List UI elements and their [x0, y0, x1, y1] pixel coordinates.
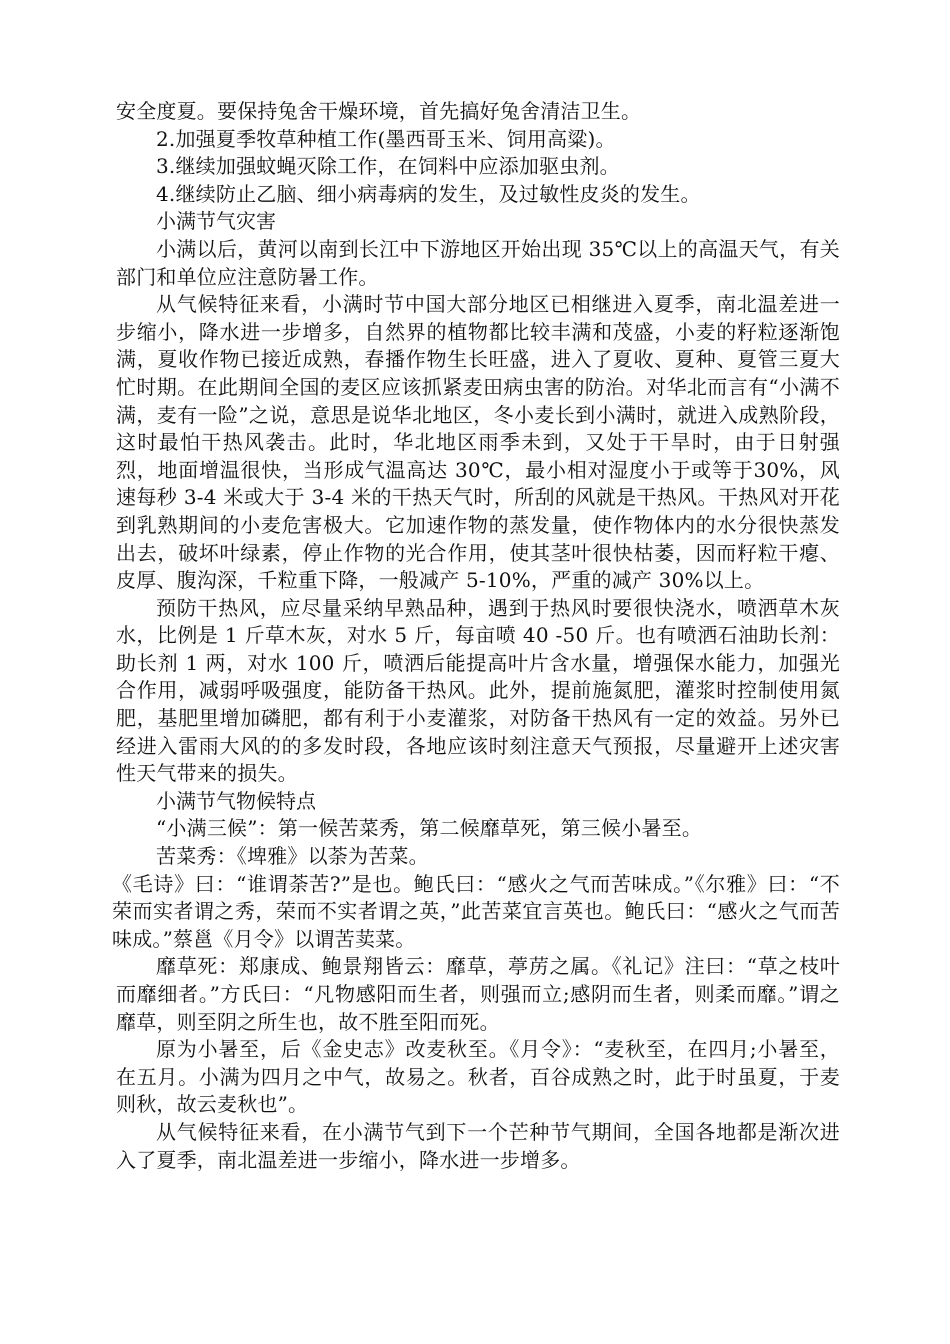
list-item-2: 2.加强夏季牧草种植工作(墨西哥玉米、饲用高粱)。	[156, 126, 616, 151]
document-page	[112, 98, 840, 1174]
paragraph-climate-summary: 从气候特征来看，在小满节气到下一个芒种节气期间，全国各地都是渐次进入了夏季，南北温差进一步缩小，降水进一步增多。	[116, 1119, 840, 1172]
paragraph-kucai-xiu: 苦菜秀：《埤雅》以荼为苦菜。	[156, 844, 429, 869]
paragraph-maoshi-quote: 《毛诗》曰：“谁谓荼苦?”是也。鲍氏曰：“感火之气而苦味成。”《尔雅》曰：“不荣而实者谓之秀，荣而不实者谓之英，”此苦菜宜言英也。鲍氏曰：“感火之气而苦味成。”蔡邕《月令》以谓苦荬菜。	[112, 871, 840, 951]
paragraph-xiaoshu-zhi: 原为小暑至，后《金史志》改麦秋至。《月令》：“麦秋至，在四月;小暑至，在五月。小满为四月之中气，故易之。秋者，百谷成熟之时，此于时虽夏，于麦则秋，故云麦秋也”。	[116, 1037, 840, 1117]
list-item-3: 3.继续加强蚊蝇灭除工作，在饲料中应添加驱虫剂。	[156, 154, 620, 179]
paragraph-three-phases: “小满三候”：第一候苦菜秀，第二候靡草死，第三候小暑至。	[156, 816, 703, 841]
list-item-4: 4.继续防止乙脑、细小病毒病的发生，及过敏性皮炎的发生。	[156, 181, 701, 206]
section-heading-phenology: 小满节气物候特点	[156, 788, 316, 813]
section-heading-disasters: 小满节气灾害	[156, 209, 276, 234]
paragraph-high-temperature: 小满以后，黄河以南到长江中下游地区开始出现 35℃以上的高温天气，有关部门和单位应注意防暑工作。	[116, 236, 840, 289]
paragraph-prevention: 预防干热风，应尽量采纳早熟品种，遇到于热风时要很快浇水，喷洒草木灰水，比例是 1 斤草木灰，对水 5 斤，每亩喷 40 -50 斤。也有喷洒石油助长剂：助长剂 1 两，对水 100 斤，喷洒后能提高叶片含水量，增强保水能力，加强光合作用，减弱呼吸强度，能防备干热风。此外，提前施氮肥，灌浆时控制使用氮肥，基肥里增加磷肥，都有利于小麦灌浆，对防备干热风有一定的效益。另外已经进入雷雨大风的的多发时段，各地应该时刻注意天气预报，尽量避开上述灾害性天气带来的损失。	[116, 595, 840, 786]
paragraph-intro-continuation: 安全度夏。要保持兔舍干燥环境，首先搞好兔舍清洁卫生。	[116, 99, 642, 123]
paragraph-micao-si: 靡草死：郑康成、鲍景翔皆云：靡草，葶苈之属。《礼记》注曰：“草之枝叶而靡细者。”方氏曰：“凡物感阳而生者，则强而立;感阴而生者，则柔而靡。”谓之靡草，则至阴之所生也，故不胜至阳而死。	[116, 954, 840, 1034]
paragraph-climate-features: 从气候特征来看，小满时节中国大部分地区已相继进入夏季，南北温差进一步缩小，降水进一步增多，自然界的植物都比较丰满和茂盛，小麦的籽粒逐渐饱满，夏收作物已接近成熟，春播作物生长旺盛，进入了夏收、夏种、夏管三夏大忙时期。在此期间全国的麦区应该抓紧麦田病虫害的防治。对华北而言有“小满不满，麦有一险”之说，意思是说华北地区，冬小麦长到小满时，就进入成熟阶段，这时最怕干热风袭击。此时，华北地区雨季未到，又处于干旱时，由于日射强烈，地面增温很快，当形成气温高达 30℃，最小相对湿度小于或等于30%，风速每秒 3-4 米或大于 3-4 米的干热天气时，所刮的风就是干热风。干热风对开花到乳熟期间的小麦危害极大。它加速作物的蒸发量，使作物体内的水分很快蒸发出去，破坏叶绿素，停止作物的光合作用，使其茎叶很快枯萎，因而籽粒干瘪、皮厚、腹沟深，千粒重下降，一般减产 5-10%，严重的减产 30%以上。	[116, 292, 840, 593]
